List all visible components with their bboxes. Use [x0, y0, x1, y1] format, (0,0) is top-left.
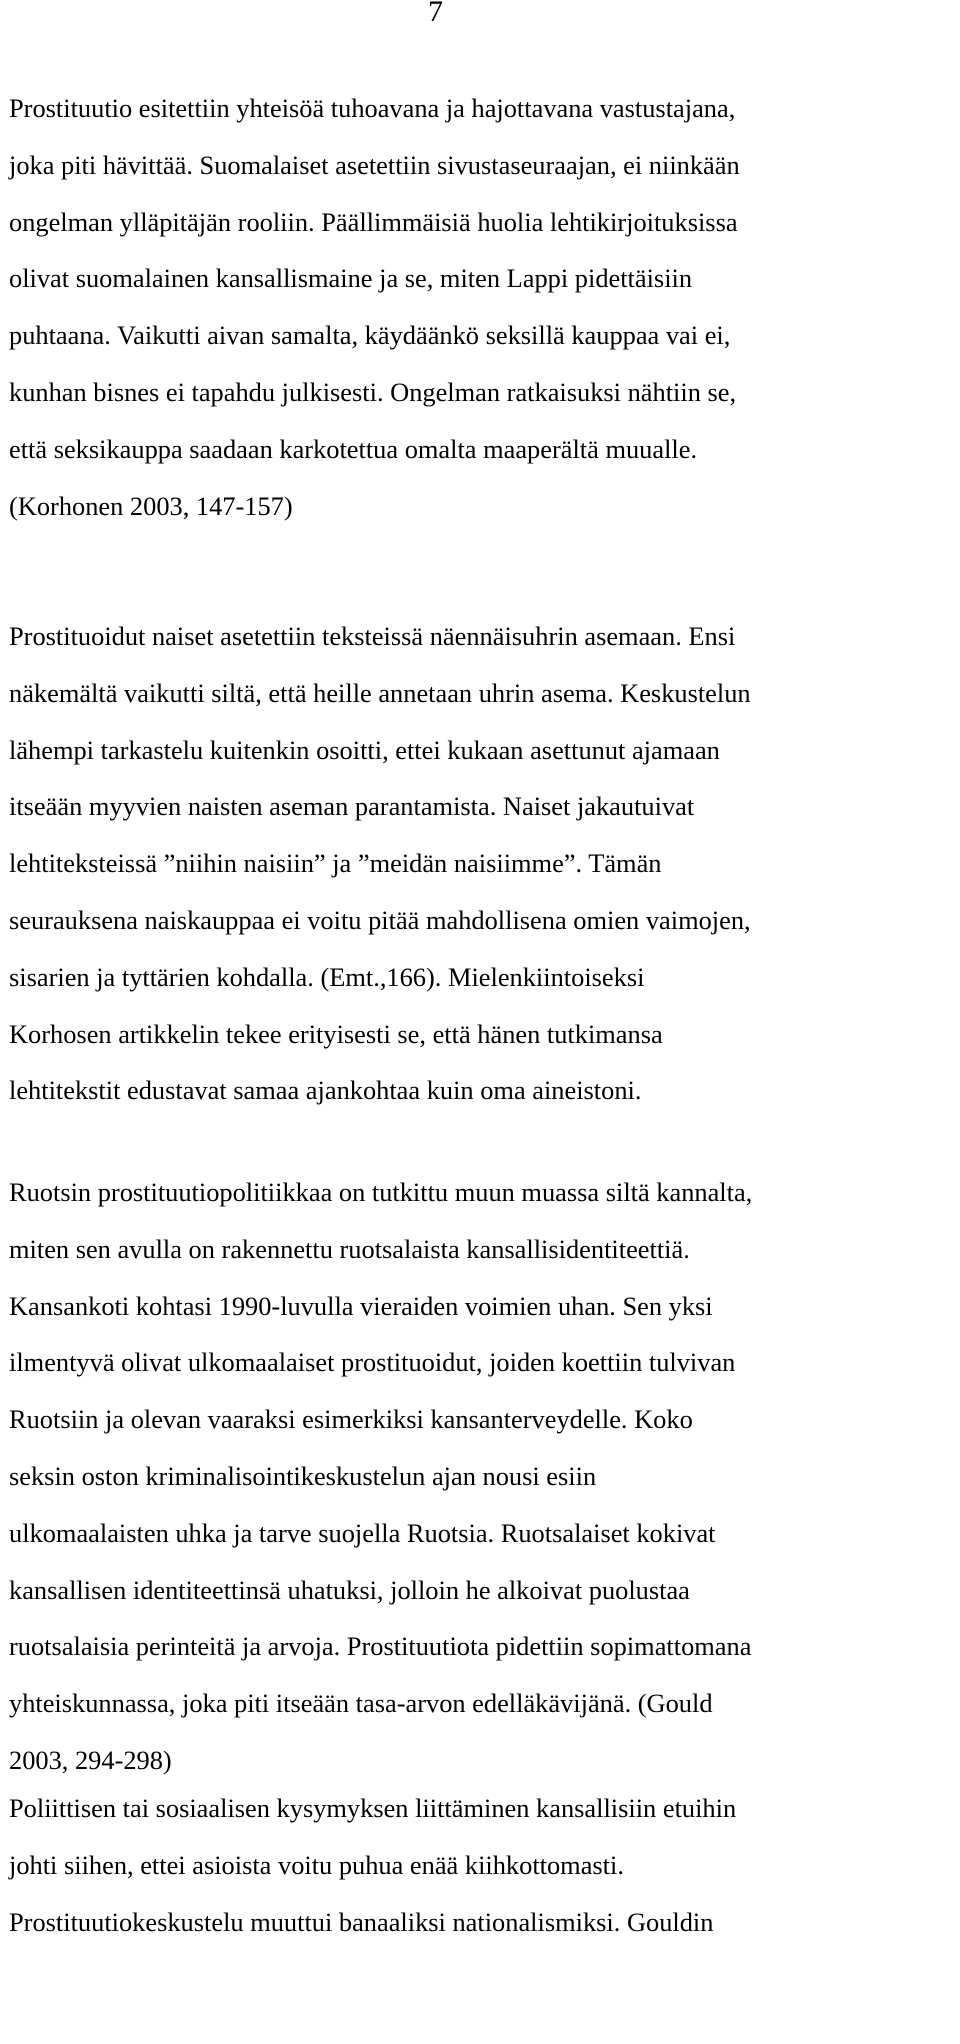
text-line: seksin oston kriminalisointikeskustelun ajan nousi esiin	[9, 1460, 597, 1491]
text-line: Korhosen artikkelin tekee erityisesti se, että hänen tutkimansa	[9, 1018, 663, 1049]
text-line: joka piti hävittää. Suomalaiset asetettiin sivustaseuraajan, ei niinkään	[9, 149, 740, 180]
text-line: Poliittisen tai sosiaalisen kysymyksen liittäminen kansallisiin etuihin	[9, 1793, 737, 1823]
text-line: Ruotsiin ja olevan vaaraksi esimerkiksi kansanterveydelle. Koko	[9, 1404, 693, 1435]
text-line: Prostituutio esitettiin yhteisöä tuhoavana ja hajottavana vastustajana,	[9, 93, 736, 123]
text-line: näkemältä vaikutti siltä, että heille annetaan uhrin asema. Keskustelun	[9, 677, 751, 708]
paragraph	[9, 1780, 957, 1950]
paragraph	[9, 1164, 957, 1789]
text-line: kansallisen identiteettinsä uhatuksi, jolloin he alkoivat puolustaa	[9, 1574, 690, 1605]
text-line: johti siihen, ettei asioista voitu puhua enää kiihkottomasti.	[9, 1849, 624, 1880]
text-line: Prostituoidut naiset asetettiin teksteissä näennäisuhrin asemaan. Ensi	[9, 621, 736, 651]
text-line: olivat suomalainen kansallismaine ja se, miten Lappi pidettäisiin	[9, 263, 693, 294]
paragraph	[9, 80, 957, 534]
text-line: 2003, 294-298)	[9, 1744, 172, 1775]
text-line: ulkomaalaisten uhka ja tarve suojella Ruotsia. Ruotsalaiset kokivat	[9, 1517, 716, 1548]
text-line: Kansankoti kohtasi 1990-luvulla vieraiden voimien uhan. Sen yksi	[9, 1290, 713, 1321]
text-line: Prostituutiokeskustelu muuttui banaaliksi nationalismiksi. Gouldin	[9, 1906, 714, 1937]
paragraph	[9, 608, 957, 1119]
text-line: lehtiteksteissä ”niihin naisiin” ja ”meidän naisiimme”. Tämän	[9, 848, 662, 879]
text-line: itseään myyvien naisten aseman parantamista. Naiset jakautuivat	[9, 791, 695, 822]
text-line: yhteiskunnassa, joka piti itseään tasa-arvon edelläkävijänä. (Gould	[9, 1688, 713, 1719]
text-line: Ruotsin prostituutiopolitiikkaa on tutkittu muun muassa siltä kannalta,	[9, 1177, 753, 1207]
text-line: kunhan bisnes ei tapahdu julkisesti. Ongelman ratkaisuksi nähtiin se,	[9, 376, 737, 407]
text-line: että seksikauppa saadaan karkotettua omalta maaperältä muualle.	[9, 433, 698, 464]
text-line: miten sen avulla on rakennettu ruotsalaista kansallisidentiteettiä.	[9, 1233, 690, 1264]
text-line: (Korhonen 2003, 147-157)	[9, 490, 293, 521]
text-line: puhtaana. Vaikutti aivan samalta, käydäänkö seksillä kauppaa vai ei,	[9, 320, 731, 351]
text-line: ilmentyvä olivat ulkomaalaiset prostituoidut, joiden koettiin tulvivan	[9, 1347, 736, 1378]
page-number: 7	[428, 0, 443, 28]
text-line: seurauksena naiskauppaa ei voitu pitää mahdollisena omien vaimojen,	[9, 904, 751, 935]
text-line: ongelman ylläpitäjän rooliin. Päällimmäisiä huolia lehtikirjoituksissa	[9, 206, 738, 237]
text-line: lehtitekstit edustavat samaa ajankohtaa kuin oma aineistoni.	[9, 1075, 642, 1106]
text-line: sisarien ja tyttärien kohdalla. (Emt.,166). Mielenkiintoiseksi	[9, 961, 645, 992]
text-line: lähempi tarkastelu kuitenkin osoitti, ettei kukaan asettunut ajamaan	[9, 734, 720, 765]
text-line: ruotsalaisia perinteitä ja arvoja. Prostituutiota pidettiin sopimattomana	[9, 1631, 752, 1662]
